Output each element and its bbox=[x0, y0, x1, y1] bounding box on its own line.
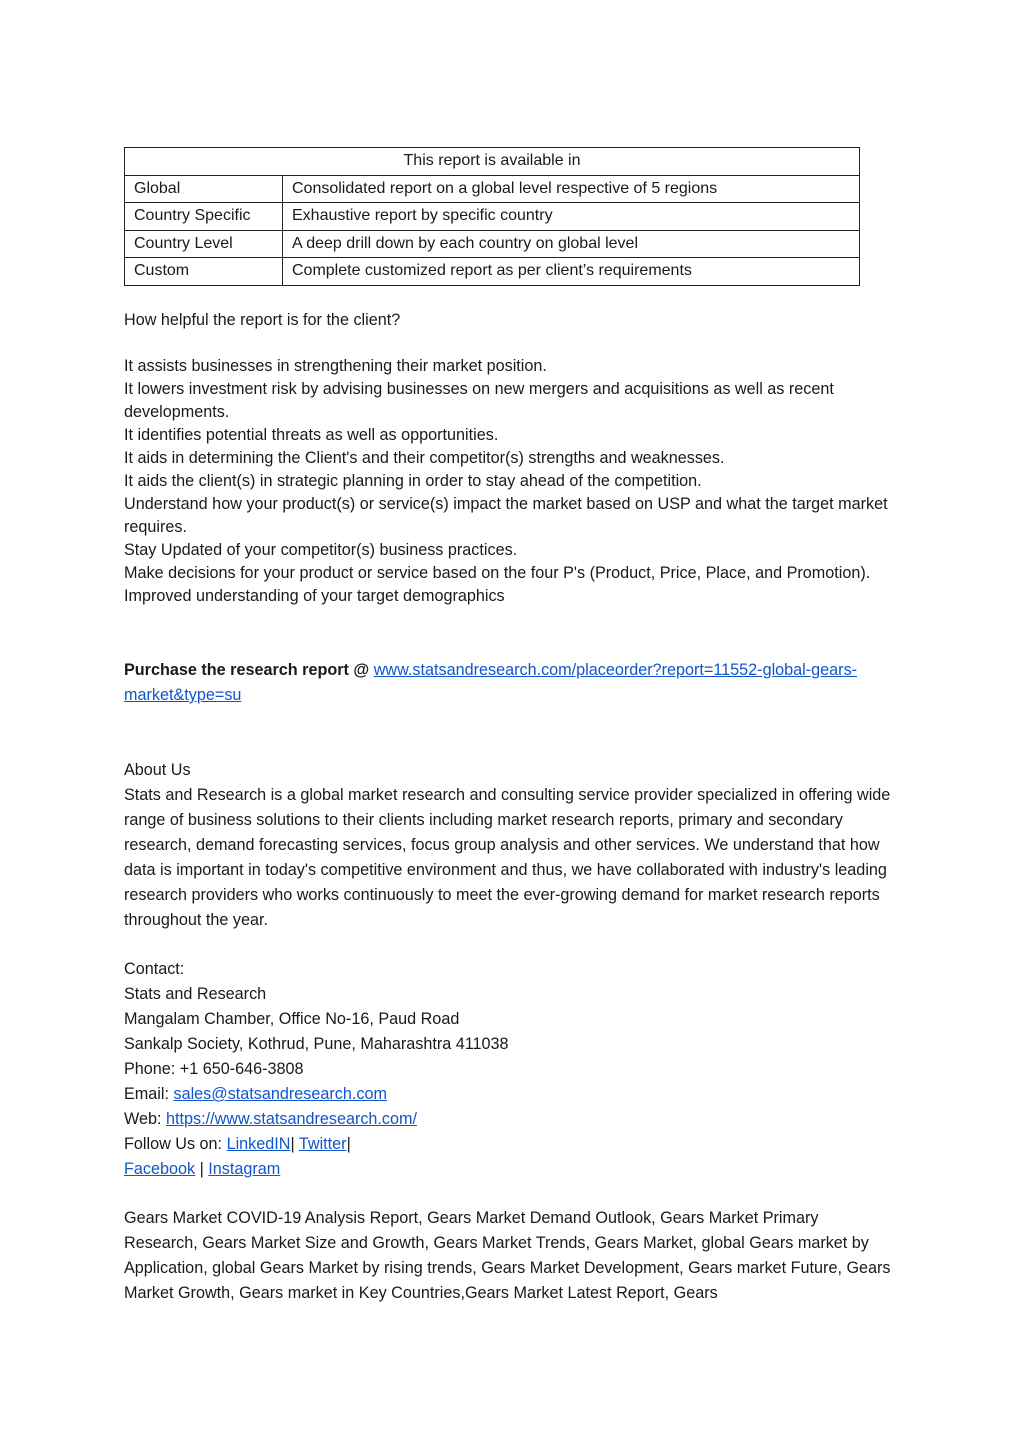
instagram-link[interactable]: Instagram bbox=[208, 1160, 281, 1178]
benefit-item: Understand how your product(s) or service(s) impact the market based on USP and what the target market requires. bbox=[124, 495, 888, 536]
contact-phone: Phone: +1 650-646-3808 bbox=[124, 1060, 304, 1078]
purchase-link-continued[interactable]: market&type=su bbox=[124, 686, 242, 704]
table-row bbox=[125, 230, 860, 258]
benefit-item: It aids the client(s) in strategic planning in order to stay ahead of the competition. bbox=[124, 472, 702, 490]
benefit-item: It identifies potential threats as well as opportunities. bbox=[124, 426, 499, 444]
availability-table bbox=[124, 147, 860, 286]
keywords-paragraph: Gears Market COVID-19 Analysis Report, Gears Market Demand Outlook, Gears Market Primary Research, Gears Market Size and Growth, Gears Market Trends, Gears Market, global Gears market by Application, global Gears Market by rising trends, Gears Market Development, Gears market Future, Gears Market Growth, Gears market in Key Countries,Gears Market Latest Report, Gears bbox=[124, 1209, 891, 1302]
separator: | bbox=[346, 1135, 351, 1153]
separator: | bbox=[195, 1160, 209, 1178]
about-section bbox=[124, 758, 914, 933]
web-link[interactable]: https://www.statsandresearch.com/ bbox=[166, 1110, 418, 1128]
purchase-section bbox=[124, 658, 924, 708]
twitter-link[interactable]: Twitter bbox=[298, 1135, 347, 1153]
table-cell-label: Custom bbox=[125, 258, 283, 286]
benefits-list bbox=[124, 355, 914, 608]
contact-address-line1: Mangalam Chamber, Office No-16, Paud Road bbox=[124, 1010, 460, 1028]
table-cell-desc: Complete customized report as per client’s requirements bbox=[283, 258, 860, 286]
purchase-link[interactable]: www.statsandresearch.com/placeorder?report=11552-global-gears- bbox=[373, 661, 858, 679]
table-cell-desc: A deep drill down by each country on global level bbox=[283, 230, 860, 258]
table-header-row bbox=[125, 148, 860, 176]
benefit-item: Make decisions for your product or service based on the four P's (Product, Price, Place, and Promotion). bbox=[124, 564, 871, 582]
benefit-item: It assists businesses in strengthening their market position. bbox=[124, 357, 547, 375]
contact-heading: Contact: bbox=[124, 960, 185, 978]
contact-company: Stats and Research bbox=[124, 985, 267, 1003]
table-header: This report is available in bbox=[125, 148, 860, 176]
benefit-item: Improved understanding of your target demographics bbox=[124, 587, 505, 605]
table-row bbox=[125, 203, 860, 231]
about-heading: About Us bbox=[124, 761, 191, 779]
email-label: Email: bbox=[124, 1085, 174, 1103]
table-cell-label: Country Level bbox=[125, 230, 283, 258]
email-link[interactable]: sales@statsandresearch.com bbox=[173, 1085, 387, 1103]
benefit-item: It aids in determining the Client's and their competitor(s) strengths and weaknesses. bbox=[124, 449, 725, 467]
follow-label: Follow Us on: bbox=[124, 1135, 227, 1153]
table-cell-label: Global bbox=[125, 175, 283, 203]
web-label: Web: bbox=[124, 1110, 166, 1128]
table-row bbox=[125, 258, 860, 286]
about-body: Stats and Research is a global market research and consulting service provider specialized in offering wide range of business solutions to their clients including market research reports, primary and secondary research, demand forecasting services, focus group analysis and other services. We understand that how data is important in today's competitive environment and thus, we have collaborated with industry's leading research providers who works continuously to meet the ever-growing demand for market research reports throughout the year. bbox=[124, 786, 891, 929]
benefit-item: It lowers investment risk by advising businesses on new mergers and acquisitions as well as recent developments. bbox=[124, 380, 834, 421]
separator: | bbox=[290, 1135, 295, 1153]
table-row bbox=[125, 175, 860, 203]
table-cell-desc: Consolidated report on a global level respective of 5 regions bbox=[283, 175, 860, 203]
purchase-label: Purchase the research report @ bbox=[124, 661, 374, 679]
linkedin-link[interactable]: LinkedIN bbox=[226, 1135, 291, 1153]
table-cell-desc: Exhaustive report by specific country bbox=[283, 203, 860, 231]
facebook-link[interactable]: Facebook bbox=[124, 1160, 196, 1178]
contact-section bbox=[124, 957, 914, 1182]
helpful-question: How helpful the report is for the client? bbox=[124, 311, 401, 329]
benefit-item: Stay Updated of your competitor(s) business practices. bbox=[124, 541, 518, 559]
table-cell-label: Country Specific bbox=[125, 203, 283, 231]
contact-address-line2: Sankalp Society, Kothrud, Pune, Maharashtra 411038 bbox=[124, 1035, 509, 1053]
